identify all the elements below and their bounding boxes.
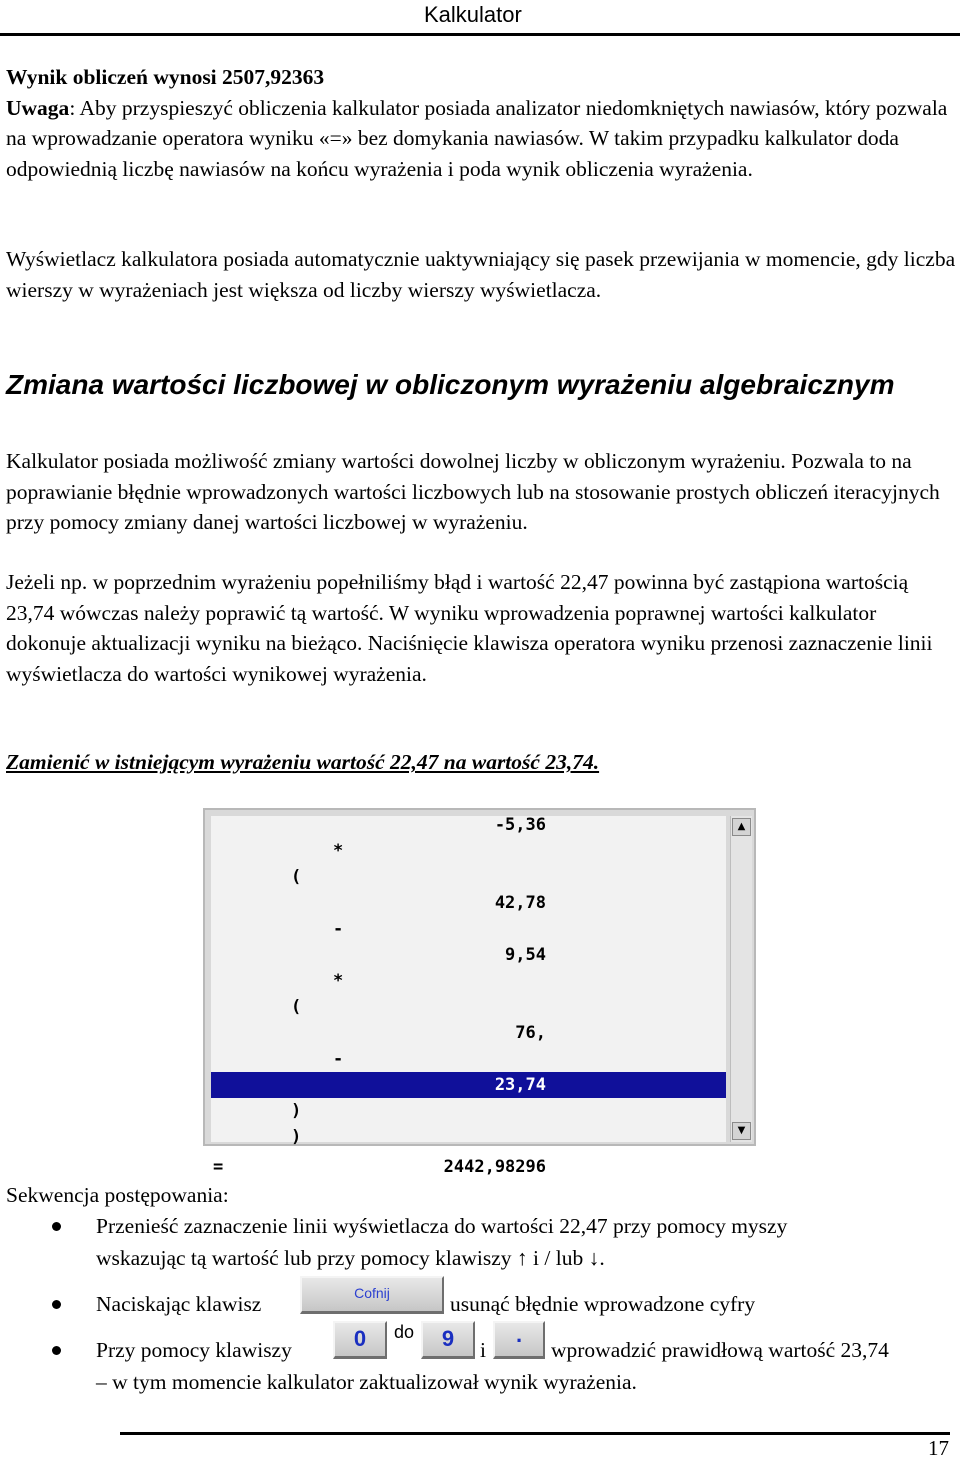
bullet-icon — [52, 1300, 61, 1309]
display-line[interactable] — [211, 1046, 726, 1072]
page-number: 17 — [928, 1436, 949, 1460]
arrow-up-icon: ↑ — [516, 1246, 528, 1270]
display-line-text: 2442,98296 — [443, 1157, 546, 1177]
display-line-text: * — [333, 841, 344, 861]
display-line[interactable] — [211, 968, 726, 994]
display-line[interactable] — [211, 1020, 726, 1046]
step1-end: . — [599, 1246, 605, 1270]
arrow-down-icon: ↓ — [588, 1246, 600, 1270]
procedure-title: Sekwencja postępowania: — [6, 1183, 229, 1207]
display-line-text: 9,54 — [505, 945, 546, 965]
bullet-icon — [52, 1346, 61, 1355]
intro-block — [6, 62, 956, 184]
display-line[interactable] — [211, 890, 726, 916]
display-line[interactable] — [211, 1098, 726, 1124]
step3-before: Przy pomocy klawiszy — [96, 1338, 292, 1362]
display-line-text: 76, — [515, 1023, 546, 1043]
display-line-selected[interactable] — [211, 1072, 726, 1098]
digit-9-key-button[interactable]: 9 — [421, 1321, 475, 1359]
section-paragraph-1: Kalkulator posiada możliwość zmiany wartości dowolnej liczby w obliczonym wyrażeniu. Pozwala to na poprawianie błędnie wprowadzonych wartości liczbowych lub na stosowanie prostych obliczeń iteracyjnych przy pomocy zmiany danej wartości liczbowej w wyrażeniu. — [6, 449, 940, 534]
display-line[interactable] — [211, 994, 726, 1020]
display-line[interactable] — [211, 1124, 726, 1150]
decimal-point-key-button[interactable]: . — [493, 1321, 545, 1359]
display-line[interactable] — [211, 864, 726, 890]
display-line-text: ( — [291, 997, 302, 1017]
note-label: Uwaga — [6, 95, 70, 120]
display-line-text: - — [333, 919, 344, 939]
step3-i: i — [480, 1338, 486, 1362]
scroll-down-arrow-icon[interactable]: ▼ — [732, 1122, 751, 1140]
section-heading: Zmiana wartości liczbowej w obliczonym wyrażeniu algebraicznym — [6, 369, 895, 400]
display-line-text: ) — [291, 1101, 302, 1121]
footer-rule — [120, 1432, 950, 1435]
result-operator-text: = — [213, 1157, 224, 1177]
display-line[interactable] — [211, 838, 726, 864]
display-line-text: 42,78 — [494, 893, 546, 913]
note-text: : Aby przyspieszyć obliczenia kalkulator posiada analizator niedomkniętych nawiasów, który pozwala na wprowadzanie operatora wyniku «=» bez domykania nawiasów. W takim przypadku kalkulator doda odpowiednią liczbę nawiasów na końcu wyrażenia i poda wynik obliczenia wyrażenia. — [6, 95, 948, 181]
step3-line2: – w tym momencie kalkulator zaktualizował wynik wyrażenia. — [96, 1370, 637, 1394]
display-scrollbar[interactable] — [730, 816, 752, 1142]
display-line-text: ( — [291, 867, 302, 887]
display-lines[interactable] — [211, 815, 726, 1177]
display-line[interactable] — [211, 942, 726, 968]
step1-mid: i / lub — [533, 1246, 584, 1270]
do-label: do — [394, 1322, 415, 1342]
display-line-text: - — [333, 1049, 344, 1069]
display-line-text: * — [333, 971, 344, 991]
display-line-text: ) — [291, 1127, 302, 1147]
step3-after: wprowadzić prawidłową wartość 23,74 — [551, 1338, 889, 1362]
step1-line2 — [96, 1243, 605, 1273]
display-line-text: 23,74 — [494, 1075, 546, 1095]
calculator-display — [203, 808, 756, 1177]
step2-before: Naciskając klawisz — [96, 1292, 262, 1316]
display-line-text: -5,36 — [494, 815, 546, 835]
cofnij-key-button[interactable]: Cofnij — [300, 1276, 444, 1314]
step2-after: usunąć błędnie wprowadzone cyfry — [450, 1292, 756, 1316]
scroll-up-arrow-icon[interactable]: ▲ — [732, 818, 751, 836]
step1-text: wskazując tą wartość lub przy pomocy klawiszy — [96, 1246, 512, 1270]
digit-0-key-button[interactable]: 0 — [333, 1321, 387, 1359]
display-line[interactable] — [211, 812, 726, 838]
bullet-icon — [52, 1222, 61, 1231]
scrollbar-paragraph: Wyświetlacz kalkulatora posiada automatycznie uaktywniający się pasek przewijania w momencie, gdy liczba wierszy w wyrażeniach jest większa od liczby wierszy wyświetlacza. — [6, 247, 956, 302]
section-paragraph-2: Jeżeli np. w poprzednim wyrażeniu popełniliśmy błąd i wartość 22,47 powinna być zastąpiona wartością 23,74 wówczas należy poprawić tą wartość. W wyniku wprowadzenia poprawnej wartości kalkulator dokonuje aktualizacji wyniku na bieżąco. Naciśnięcie klawisza operatora wyniku przenosi zaznaczenie linii wyświetlacza do wartości wynikowej wyrażenia. — [6, 570, 933, 686]
header-rule — [0, 33, 960, 36]
display-result-operator — [211, 1154, 726, 1180]
step1-line1: Przenieść zaznaczenie linii wyświetlacza do wartości 22,47 przy pomocy myszy — [96, 1214, 788, 1238]
task-statement: Zamienić w istniejącym wyrażeniu wartość 22,47 na wartość 23,74. — [6, 750, 600, 774]
page-header-title: Kalkulator — [424, 2, 522, 27]
result-line: Wynik obliczeń wynosi 2507,92363 — [6, 65, 325, 89]
display-line[interactable] — [211, 916, 726, 942]
